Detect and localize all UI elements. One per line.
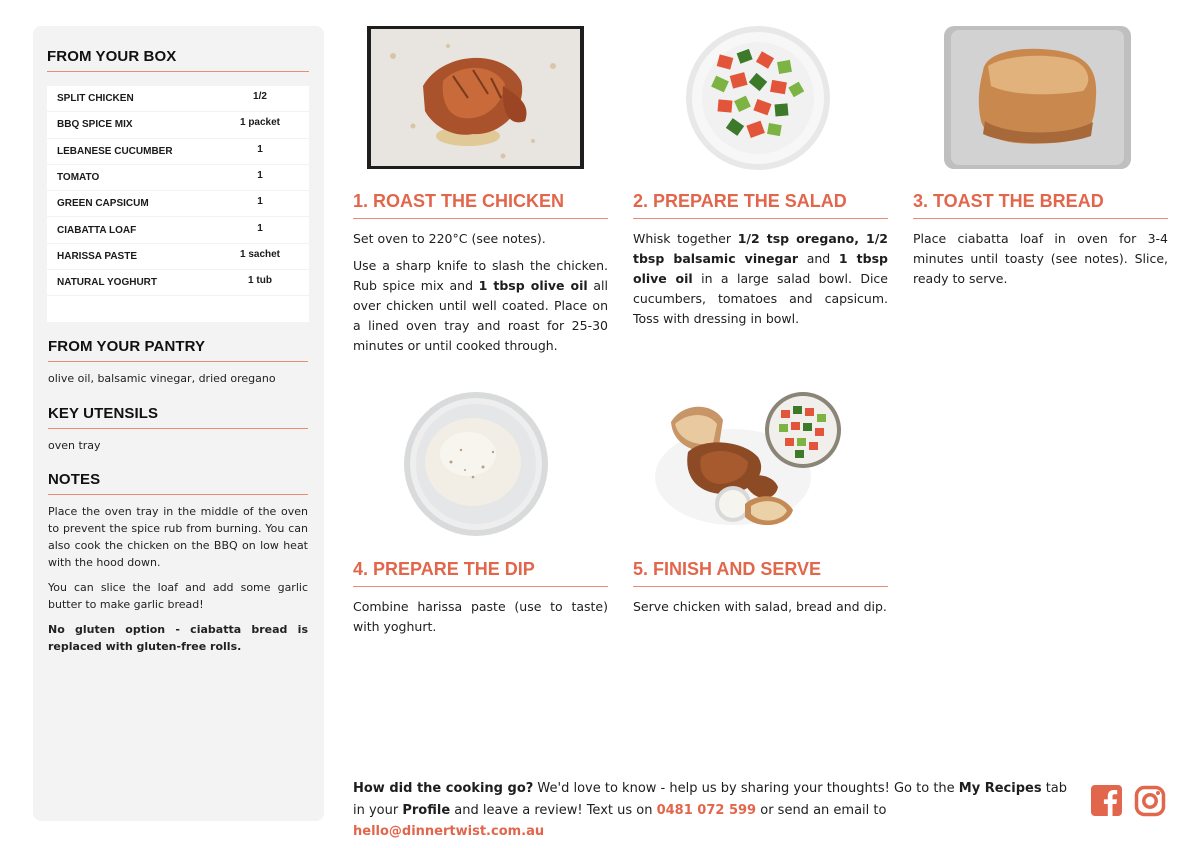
email-link[interactable]: hello@dinnertwist.com.au [353, 824, 545, 839]
ingredient-qty: 1 [257, 196, 263, 208]
served-dish-image [633, 392, 888, 537]
ingredient-row [47, 86, 309, 112]
ingredient-row [47, 270, 309, 296]
step-2-title: 2. PREPARE THE SALAD [633, 191, 888, 219]
ingredient-qty: 1 [257, 170, 263, 182]
ingredient-row [47, 244, 309, 270]
phone-link[interactable]: 0481 072 599 [656, 802, 757, 818]
step-4-title: 4. PREPARE THE DIP [353, 559, 608, 587]
pantry-section [48, 338, 308, 387]
notes-paragraph: You can slice the loaf and add some garlic butter to make garlic bread! [48, 581, 308, 611]
utensils-text: oven tray [48, 439, 101, 452]
step-4-body [353, 597, 608, 644]
ingredient-row [47, 165, 309, 191]
facebook-icon[interactable] [1091, 785, 1122, 816]
notes-paragraph: Place the oven tray in the middle of the oven to prevent the spice rub from burning. You can also cook the chicken on the BBQ on low heat with the hood down. [48, 505, 308, 569]
ingredient-name: NATURAL YOGHURT [57, 277, 157, 289]
ingredient-name: HARISSA PASTE [57, 250, 138, 262]
footer-question: How did the cooking go? [353, 781, 534, 796]
ingredient-row [47, 139, 309, 165]
utensils-section [48, 405, 308, 454]
ingredient-row [47, 191, 309, 217]
step-3-body [913, 229, 1168, 296]
step-5-body [633, 597, 888, 624]
step-1-title: 1. ROAST THE CHICKEN [353, 191, 608, 219]
ingredient-qty: 1 packet [239, 117, 281, 129]
step-5-text: Serve chicken with salad, bread and dip. [633, 599, 887, 614]
from-your-box-section [47, 48, 309, 322]
ingredient-name: GREEN CAPSICUM [57, 198, 149, 210]
ingredient-name: LEBANESE CUCUMBER [57, 145, 173, 157]
ingredient-row [47, 217, 309, 243]
ingredient-name: TOMATO [57, 172, 100, 184]
salad-image [633, 26, 888, 171]
step-4 [353, 392, 608, 652]
ingredient-name: BBQ SPICE MIX [57, 119, 133, 131]
step-1-body [353, 229, 608, 363]
ingredient-qty: 1 tub [248, 275, 272, 287]
ingredient-qty: 1/2 [253, 91, 267, 103]
profile-link[interactable]: Profile [402, 802, 451, 818]
step-2 [633, 26, 888, 366]
notes-heading: NOTES [48, 471, 308, 495]
yoghurt-dip-image [353, 392, 608, 537]
from-your-box-heading: FROM YOUR BOX [47, 48, 309, 72]
step-3 [913, 26, 1168, 366]
toasted-bread-image [913, 26, 1168, 171]
pantry-text: olive oil, balsamic vinegar, dried oregano [48, 372, 276, 385]
ingredient-qty: 1 [257, 143, 263, 155]
step-1-text: Set oven to 220°C (see notes). [353, 231, 546, 246]
utensils-heading: KEY UTENSILS [48, 405, 308, 429]
ingredient-qty: 1 sachet [239, 248, 281, 260]
my-recipes-link[interactable]: My Recipes [958, 781, 1042, 796]
ingredient-qty: 1 [257, 222, 263, 234]
step-5 [633, 392, 888, 652]
sidebar [33, 26, 324, 821]
notes-section [48, 471, 308, 655]
notes-gluten-free: No gluten option - ciabatta bread is replaced with gluten-free rolls. [48, 623, 308, 653]
step-2-text: Whisk together 1/2 tsp oregano, 1/2 tbsp balsamic vinegar and 1 tbsp olive oil in a large salad bowl. Dice cucumbers, tomatoes and capsicum. Toss with dressing in bowl. [633, 231, 889, 326]
ingredient-name: CIABATTA LOAF [57, 224, 137, 236]
feedback-footer: How did the cooking go? We'd love to know - help us by sharing your thoughts! Go to the My Recipes tab in your Profile and leave a review! Text us on 0481 072 599 or send an email to hello@dinnertwist.com.au [353, 781, 1068, 839]
step-1-text: Use a sharp knife to slash the chicken. Rub spice mix and 1 tbsp olive oil all over chicken until well coated. Place on a lined oven tray and roast for 25-30 minutes or until cooked through. [353, 258, 608, 353]
step-5-title: 5. FINISH AND SERVE [633, 559, 888, 587]
ingredients-table [47, 86, 309, 322]
pantry-heading: FROM YOUR PANTRY [48, 338, 308, 362]
roast-chicken-image [353, 26, 608, 171]
ingredient-row [47, 112, 309, 138]
step-3-text: Place ciabatta loaf in oven for 3-4 minutes until toasty (see notes). Slice, ready to serve. [913, 231, 1168, 286]
ingredient-name: SPLIT CHICKEN [57, 93, 134, 105]
step-2-body [633, 229, 888, 336]
step-4-text: Combine harissa paste (use to taste) with yoghurt. [353, 599, 608, 634]
step-1 [353, 26, 608, 366]
instagram-icon[interactable] [1134, 785, 1166, 817]
step-3-title: 3. TOAST THE BREAD [913, 191, 1168, 219]
